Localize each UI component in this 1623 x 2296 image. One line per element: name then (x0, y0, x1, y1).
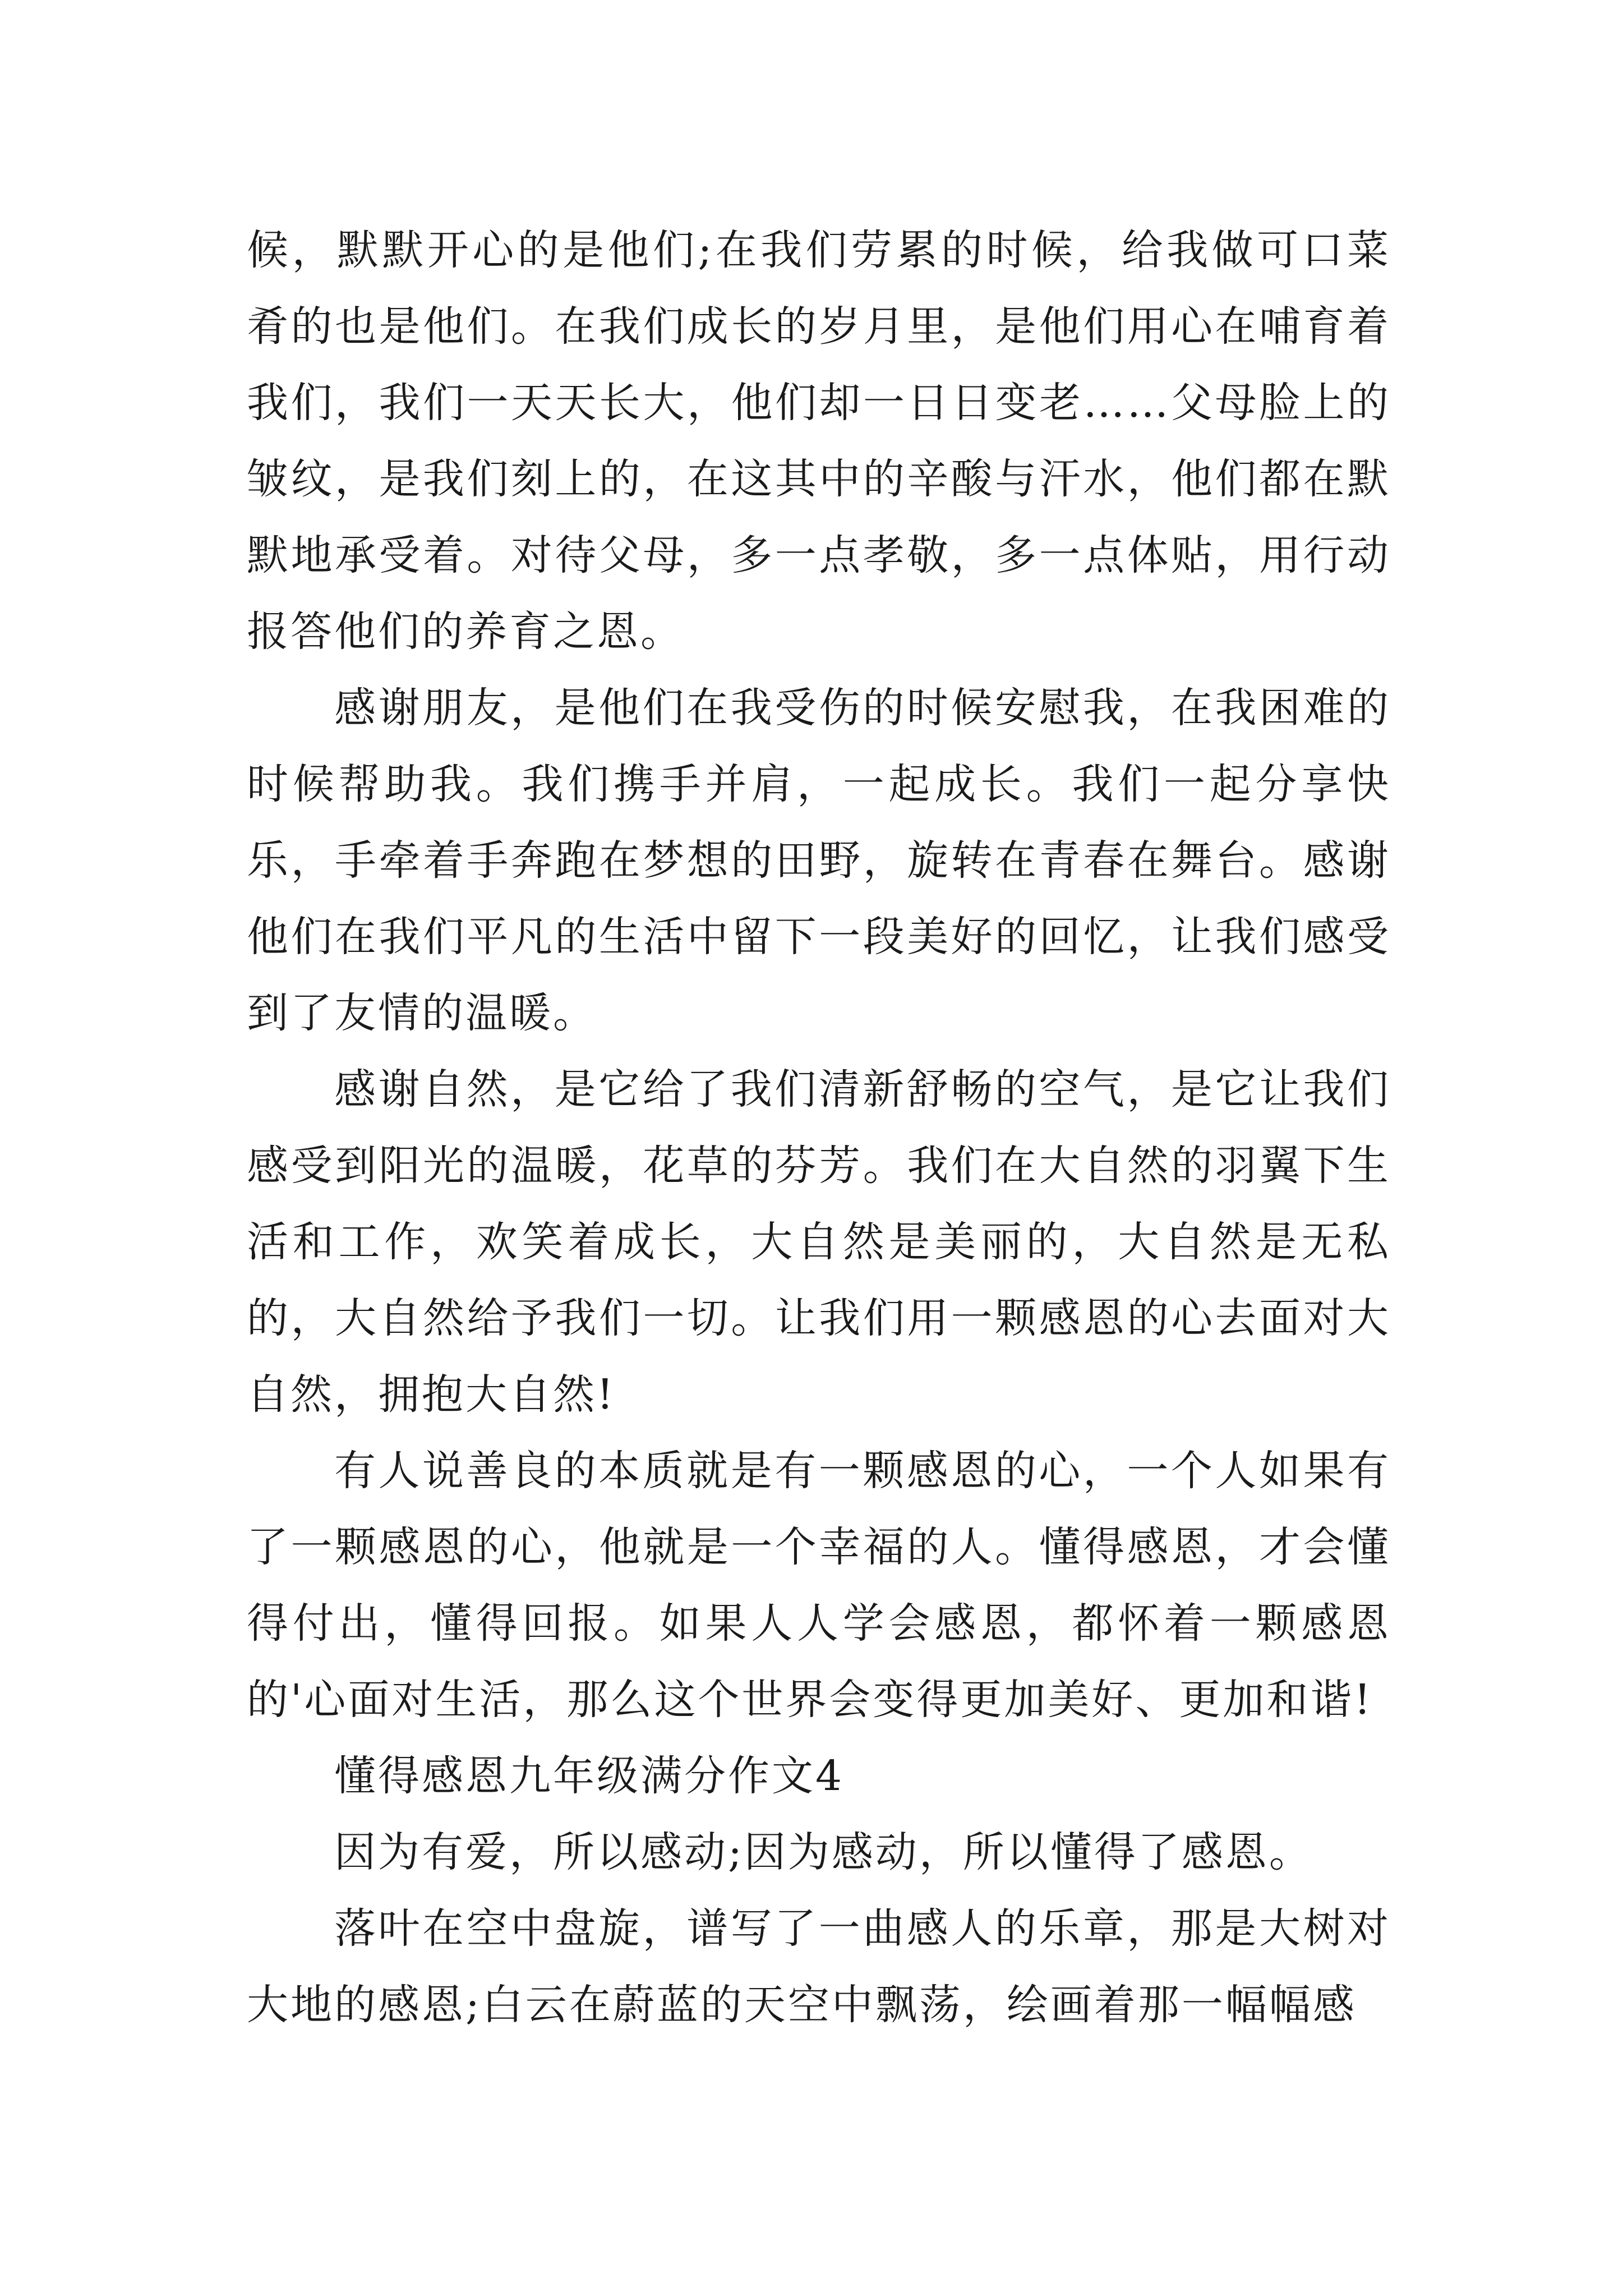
paragraph-nature: 感谢自然，是它给了我们清新舒畅的空气，是它让我们感受到阳光的温暖，花草的芬芳。我们在大自然的羽翼下生活和工作，欢笑着成长，大自然是美丽的，大自然是无私的，大自然给予我们一切。让我们用一颗感恩的心去面对大自然，拥抱大自然! (247, 1065, 1391, 1419)
paragraph-kindness: 有人说善良的本质就是有一颗感恩的心，一个人如果有了一颗感恩的心，他就是一个幸福的人。懂得感恩，才会懂得付出，懂得回报。如果人人学会感恩，都怀着一颗感恩的'心面对生活，那么这个世界会变得更加美好、更加和谐! (247, 1447, 1391, 1724)
document-body (247, 212, 1391, 2043)
essay-title: 懂得感恩九年级满分作文4 (334, 1752, 845, 1800)
paragraph-parents: 候，默默开心的是他们;在我们劳累的时候，给我做可口菜肴的也是他们。在我们成长的岁月里，是他们用心在哺育着我们，我们一天天长大，他们却一日日变老……父母脸上的皱纹，是我们刻上的，在这其中的辛酸与汗水，他们都在默默地承受着。对待父母，多一点孝敬，多一点体贴，用行动报答他们的养育之恩。 (247, 226, 1391, 656)
paragraph-leaves: 落叶在空中盘旋，谱写了一曲感人的乐章，那是大树对大地的感恩;白云在蔚蓝的天空中飘荡，绘画着那一幅幅感 (247, 1904, 1391, 2029)
paragraph-friends: 感谢朋友，是他们在我受伤的时候安慰我，在我困难的时候帮助我。我们携手并肩，一起成长。我们一起分享快乐，手牵着手奔跑在梦想的田野，旋转在青春在舞台。感谢他们在我们平凡的生活中留下一段美好的回忆，让我们感受到了友情的温暖。 (247, 684, 1391, 1037)
paragraph-love: 因为有爱，所以感动;因为感动，所以懂得了感恩。 (334, 1828, 1313, 1876)
